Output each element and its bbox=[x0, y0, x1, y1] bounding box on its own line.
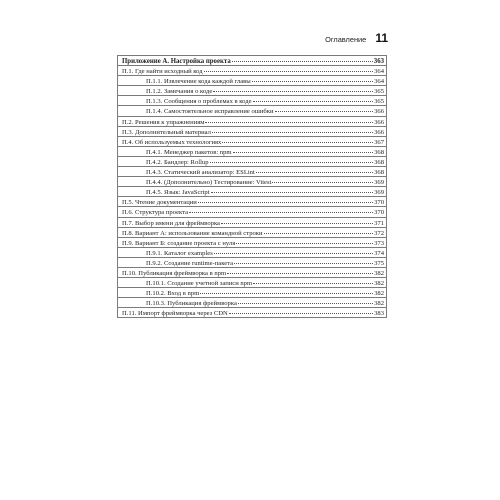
toc-entry-title: П.6. Структура проекта bbox=[122, 209, 188, 217]
toc-entry-page: 365 bbox=[374, 98, 384, 106]
toc-entry-title: П.4.5. Язык: JavaScript bbox=[146, 189, 210, 197]
toc-dot-leader bbox=[253, 95, 374, 102]
toc-dot-leader bbox=[264, 227, 374, 234]
toc-dot-leader bbox=[205, 116, 373, 123]
toc-dot-leader bbox=[232, 55, 373, 62]
toc-entry-title: П.4.4. (Дополнительно) Тестирование: Vitest bbox=[146, 179, 272, 187]
toc-dot-leader bbox=[222, 136, 373, 143]
toc-entry-page: 382 bbox=[374, 300, 384, 308]
toc-dot-leader bbox=[272, 176, 373, 183]
toc-dot-leader bbox=[204, 65, 373, 72]
toc-dot-leader bbox=[256, 166, 373, 173]
toc-entry-title: П.3. Дополнительный материал bbox=[122, 128, 211, 136]
toc-entry-title: П.4.2. Бандлер: Rollup bbox=[146, 158, 209, 166]
toc-dot-leader bbox=[229, 307, 373, 314]
toc-entry-page: 369 bbox=[374, 189, 384, 197]
toc-entry-page: 368 bbox=[374, 158, 384, 166]
toc-entry-title: П.4. Об используемых технологиях bbox=[122, 138, 222, 146]
toc-dot-leader bbox=[236, 237, 373, 244]
toc-entry-title: П.8. Вариант А: использование командной строки bbox=[122, 229, 263, 237]
toc-entry-page: 382 bbox=[374, 290, 384, 298]
toc-entry-title: П.9.1. Каталог examples bbox=[146, 249, 213, 257]
toc-dot-leader bbox=[253, 277, 373, 284]
toc-dot-leader bbox=[189, 206, 373, 213]
toc-entry-title: П.4.1. Менеджер пакетов: npm bbox=[146, 148, 232, 156]
toc-entry-page: 363 bbox=[373, 58, 384, 65]
toc-entry-title: П.10. Публикация фреймворка в npm bbox=[122, 269, 227, 277]
toc-entry-page: 366 bbox=[374, 128, 384, 136]
toc-entry-title: П.1. Где найти исходный код bbox=[122, 68, 203, 76]
toc-dot-leader bbox=[200, 287, 373, 294]
toc-entry-page: 364 bbox=[374, 78, 384, 86]
toc-dot-leader bbox=[252, 75, 373, 82]
toc-entry-page: 367 bbox=[374, 138, 384, 146]
toc-dot-leader bbox=[221, 217, 373, 224]
toc-entry-title: П.10.3. Публикация фреймворка bbox=[146, 300, 237, 308]
page-number: 11 bbox=[375, 31, 388, 45]
toc-dot-leader bbox=[214, 247, 373, 254]
toc-entry-title: П.7. Выбор имени для фреймворка bbox=[122, 219, 220, 227]
toc-dot-leader bbox=[234, 257, 373, 264]
toc-entry-page: 370 bbox=[374, 199, 384, 207]
toc-entry-page: 375 bbox=[374, 259, 384, 267]
toc-entry-title: П.9.2. Создание runtime-пакета bbox=[146, 259, 234, 267]
toc-entry-page: 369 bbox=[374, 179, 384, 187]
toc-dot-leader bbox=[233, 146, 374, 153]
toc-entry-title: П.10.2. Вход в npm bbox=[146, 290, 200, 298]
toc-dot-leader bbox=[212, 126, 373, 133]
running-head bbox=[325, 31, 388, 45]
toc-entry-page: 374 bbox=[374, 249, 384, 257]
toc-dot-leader bbox=[238, 297, 373, 304]
toc-entry-title: П.1.3. Сообщения о проблемах в коде bbox=[146, 98, 252, 106]
toc-entry bbox=[118, 308, 387, 318]
toc-entry-title: П.9. Вариант Б: создание проекта с нуля bbox=[122, 239, 236, 247]
toc-entry-page: 370 bbox=[374, 209, 384, 217]
toc-entry-page: 373 bbox=[374, 239, 384, 247]
table-of-contents bbox=[117, 55, 387, 318]
toc-entry-title: П.4.3. Статический анализатор: ESLint bbox=[146, 169, 255, 177]
toc-entry-page: 372 bbox=[374, 229, 384, 237]
toc-entry-title: П.1.2. Замечания о коде bbox=[146, 88, 213, 96]
toc-entry-page: 382 bbox=[374, 269, 384, 277]
toc-entry-page: 366 bbox=[374, 118, 384, 126]
toc-entry-title: П.5. Чтение документации bbox=[122, 199, 197, 207]
toc-entry-title: П.1.4. Самостоятельное исправление ошибки bbox=[146, 108, 274, 116]
toc-entry-page: 365 bbox=[374, 88, 384, 96]
toc-entry-page: 368 bbox=[374, 169, 384, 177]
toc-entry-title: П.2. Решения к упражнениям bbox=[122, 118, 205, 126]
toc-entry-page: 371 bbox=[374, 219, 384, 227]
toc-entry-title: Приложение А. Настройка проекта bbox=[122, 58, 231, 65]
toc-entry-page: 366 bbox=[374, 108, 384, 116]
toc-entry-page: 382 bbox=[374, 280, 384, 288]
toc-dot-leader bbox=[213, 85, 373, 92]
toc-entry-title: П.11. Импорт фреймворка через CDN bbox=[122, 310, 228, 318]
toc-dot-leader bbox=[227, 267, 373, 274]
toc-entry-page: 364 bbox=[374, 68, 384, 76]
toc-entry-title: П.1.1. Извлечение кода каждой главы bbox=[146, 78, 251, 86]
toc-entry-title: П.10.1. Создание учетной записи npm bbox=[146, 280, 253, 288]
toc-dot-leader bbox=[275, 105, 374, 112]
toc-entry-page: 383 bbox=[374, 310, 384, 318]
toc-dot-leader bbox=[211, 186, 374, 193]
running-title: Оглавление bbox=[325, 35, 367, 44]
toc-dot-leader bbox=[198, 196, 373, 203]
toc-entry-page: 368 bbox=[374, 148, 384, 156]
toc-dot-leader bbox=[210, 156, 374, 163]
